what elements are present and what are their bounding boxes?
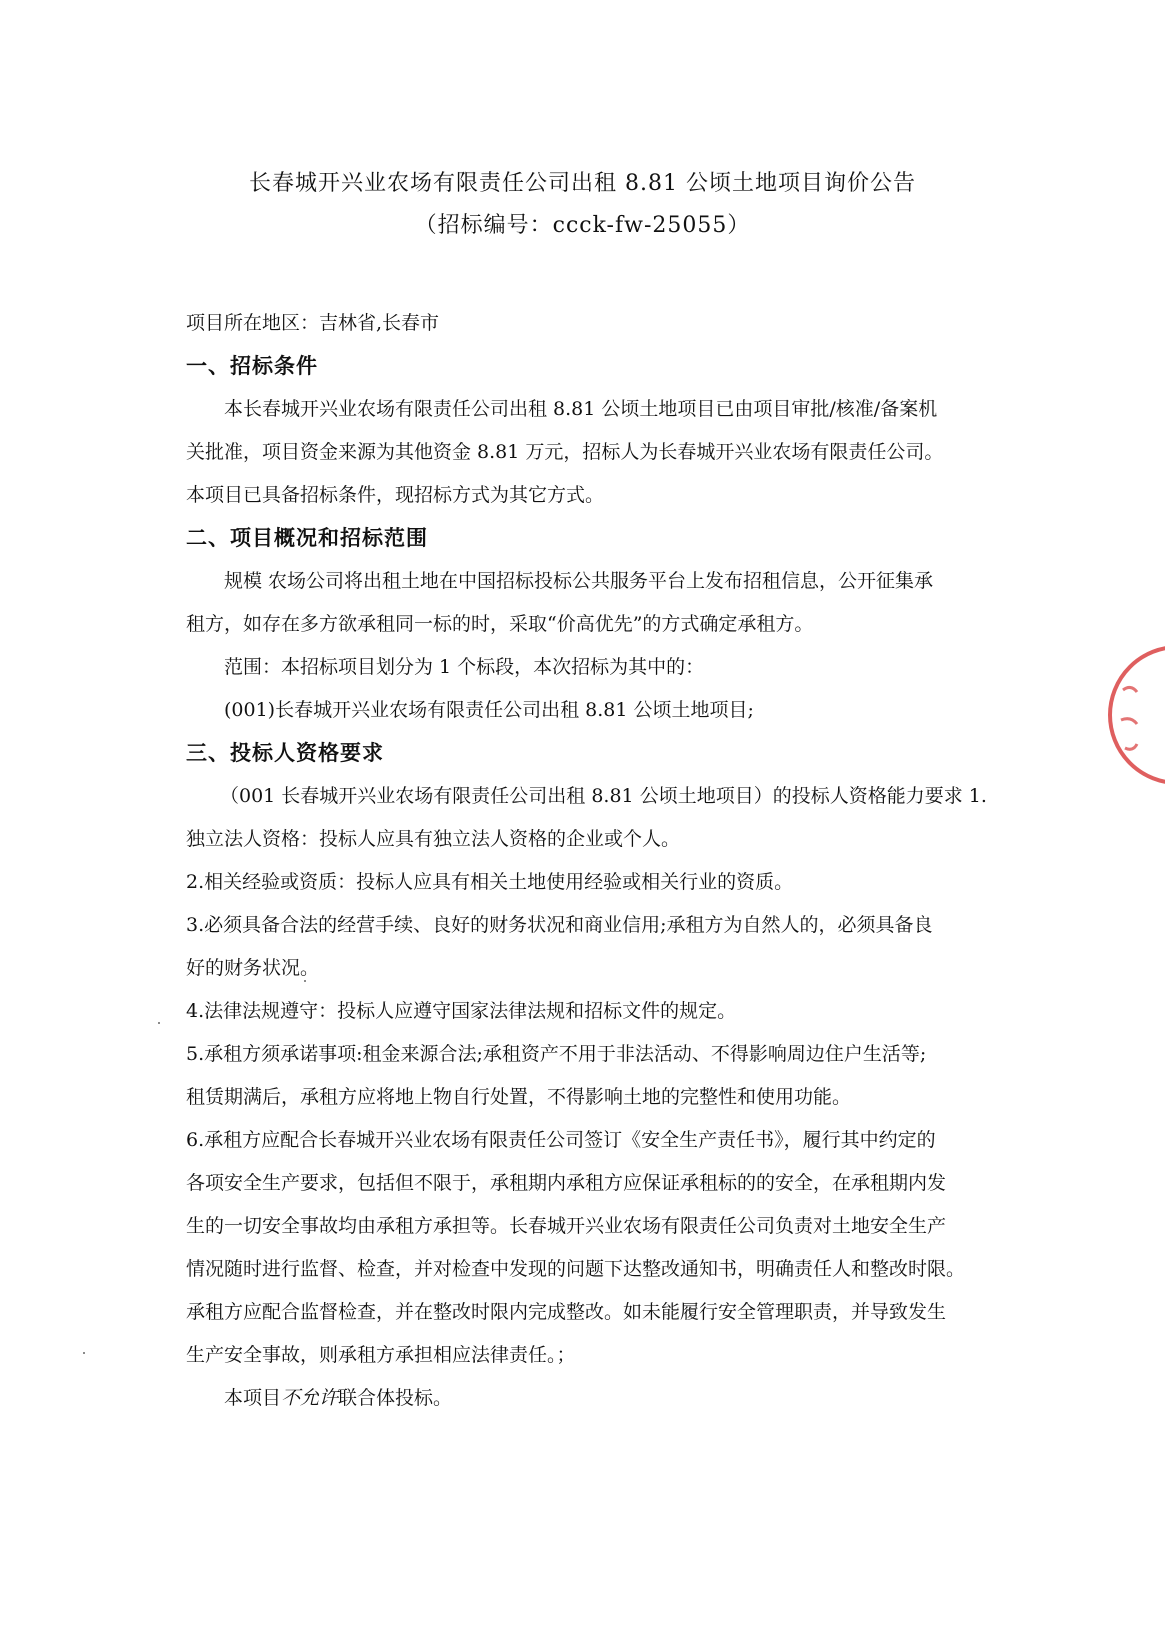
red-seal-stamp-icon bbox=[1103, 640, 1165, 790]
section3-line: 6.承租方应配合长春城开兴业农场有限责任公司签订《安全生产责任书》，履行其中约定的 bbox=[186, 1129, 936, 1151]
section1-line: 本项目已具备招标条件，现招标方式为其它方式。 bbox=[186, 484, 605, 506]
section3-line: 情况随时进行监督、检查，并对检查中发现的问题下达整改通知书，明确责任人和整改时限。 bbox=[186, 1258, 966, 1280]
section2-heading: 二、项目概况和招标范围 bbox=[186, 526, 428, 550]
section3-line: 承租方应配合监督检查，并在整改时限内完成整改。如未能履行安全管理职责，并导致发生 bbox=[186, 1301, 947, 1323]
joint-bid-emphasis: 不允许 bbox=[281, 1387, 339, 1409]
document-body bbox=[186, 302, 987, 1420]
joint-bid-suffix: 联合体投标。 bbox=[338, 1387, 453, 1409]
scan-speck bbox=[158, 1022, 160, 1024]
joint-bid-prefix: 本项目 bbox=[224, 1387, 282, 1409]
joint-bid-note bbox=[186, 1377, 976, 1420]
tender-number: （招标编号：ccck-fw-25055） bbox=[414, 213, 751, 238]
section2-line: 租方，如存在多方欲承租同一标的时，采取“价高优先”的方式确定承租方。 bbox=[186, 613, 814, 635]
section1-line: 本长春城开兴业农场有限责任公司出租 8.81 公顷土地项目已由项目审批/核准/备案机 bbox=[224, 398, 938, 420]
section3-line: 独立法人资格：投标人应具有独立法人资格的企业或个人。 bbox=[186, 828, 681, 850]
section3-heading: 三、投标人资格要求 bbox=[186, 741, 384, 765]
section1-line: 关批准，项目资金来源为其他资金 8.81 万元，招标人为长春城开兴业农场有限责任公司。 bbox=[186, 441, 944, 463]
section3-line: 2.相关经验或资质：投标人应具有相关土地使用经验或相关行业的资质。 bbox=[186, 871, 794, 893]
scan-speck bbox=[304, 980, 306, 982]
section3-line: 5.承租方须承诺事项:租金来源合法;承租资产不用于非法活动、不得影响周边住户生活等; bbox=[186, 1043, 927, 1065]
section3-line: 租赁期满后，承租方应将地上物自行处置，不得影响土地的完整性和使用功能。 bbox=[186, 1086, 852, 1108]
project-location: 项目所在地区：吉林省,长春市 bbox=[186, 312, 440, 334]
scan-speck bbox=[83, 1352, 85, 1354]
document-title: 长春城开兴业农场有限责任公司出租 8.81 公顷土地项目询价公告 bbox=[249, 171, 916, 196]
section1-heading: 一、招标条件 bbox=[186, 354, 318, 378]
section3-line: 3.必须具备合法的经营手续、良好的财务状况和商业信用;承租方为自然人的，必须具备良 bbox=[186, 914, 933, 936]
section3-line: 4.法律法规遵守：投标人应遵守国家法律法规和招标文件的规定。 bbox=[186, 1000, 737, 1022]
section3-line: 各项安全生产要求，包括但不限于，承租期内承租方应保证承租标的的安全，在承租期内发 bbox=[186, 1172, 947, 1194]
section2-line: 规模 农场公司将出租土地在中国招标投标公共服务平台上发布招租信息，公开征集承 bbox=[224, 570, 934, 592]
section3-line: 生的一切安全事故均由承租方承担等。长春城开兴业农场有限责任公司负责对土地安全生产 bbox=[186, 1215, 947, 1237]
section2-line: 范围：本招标项目划分为 1 个标段，本次招标为其中的： bbox=[224, 656, 705, 678]
section2-line: (001)长春城开兴业农场有限责任公司出租 8.81 公顷土地项目; bbox=[224, 699, 754, 721]
section3-line: 生产安全事故，则承租方承担相应法律责任。； bbox=[186, 1344, 576, 1366]
section3-line: （001 长春城开兴业农场有限责任公司出租 8.81 公顷土地项目）的投标人资格能力要求 1. bbox=[220, 785, 987, 807]
section3-line: 好的财务状况。 bbox=[186, 957, 320, 979]
